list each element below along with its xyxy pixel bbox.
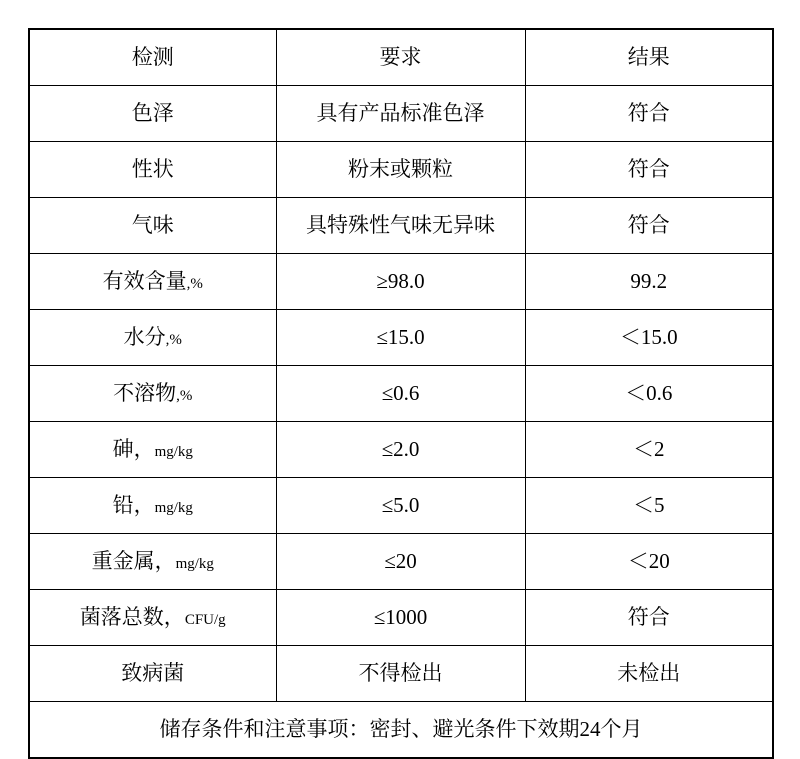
cell-item-unit: CFU/g (184, 611, 226, 628)
cell-requirement: ≤5.0 (276, 478, 525, 534)
cell-requirement: 具特殊性气味无异味 (276, 198, 525, 254)
table-row (29, 142, 773, 198)
cell-item (29, 590, 276, 646)
cell-item (29, 254, 276, 310)
cell-requirement: 粉末或颗粒 (276, 142, 525, 198)
cell-result: ＜15.0 (525, 310, 773, 366)
table-row (29, 198, 773, 254)
cell-requirement: ≥98.0 (276, 254, 525, 310)
cell-item-label: 重金属， (91, 548, 176, 573)
cell-item: 性状 (29, 142, 276, 198)
cell-item-label: 有效含量 (102, 268, 187, 293)
cell-result: 符合 (525, 590, 773, 646)
cell-item-label: 铅， (112, 492, 155, 517)
cell-item-label: 菌落总数， (79, 604, 185, 629)
cell-result: 未检出 (525, 646, 773, 702)
cell-item-unit: mg/kg (154, 443, 193, 460)
column-header-item: 检测 (29, 29, 276, 86)
cell-item-unit: ,% (165, 331, 182, 348)
cell-requirement: 不得检出 (276, 646, 525, 702)
cell-item-label: 不溶物 (113, 380, 177, 405)
cell-result: ＜5 (525, 478, 773, 534)
table-row (29, 422, 773, 478)
cell-result: 符合 (525, 198, 773, 254)
cell-result: 符合 (525, 142, 773, 198)
cell-requirement: ≤1000 (276, 590, 525, 646)
cell-item: 致病菌 (29, 646, 276, 702)
table-row (29, 366, 773, 422)
cell-result: 符合 (525, 86, 773, 142)
table-row (29, 590, 773, 646)
cell-item (29, 310, 276, 366)
cell-item-label: 水分 (123, 324, 166, 349)
table-row (29, 478, 773, 534)
table-row (29, 534, 773, 590)
cell-requirement: ≤15.0 (276, 310, 525, 366)
cell-requirement: ≤2.0 (276, 422, 525, 478)
table-row (29, 646, 773, 702)
cell-item: 气味 (29, 198, 276, 254)
cell-item-unit: ,% (176, 387, 193, 404)
specification-table (28, 28, 774, 759)
cell-result: ＜20 (525, 534, 773, 590)
cell-item: 色泽 (29, 86, 276, 142)
cell-result: ＜2 (525, 422, 773, 478)
cell-item-unit: mg/kg (175, 555, 214, 572)
cell-item (29, 478, 276, 534)
cell-item (29, 534, 276, 590)
cell-requirement: 具有产品标准色泽 (276, 86, 525, 142)
cell-item-label: 砷， (112, 436, 155, 461)
cell-result: 99.2 (525, 254, 773, 310)
table-row (29, 254, 773, 310)
table-header-row (29, 29, 773, 86)
cell-requirement: ≤0.6 (276, 366, 525, 422)
cell-item (29, 366, 276, 422)
cell-item-unit: mg/kg (154, 499, 193, 516)
table-row (29, 310, 773, 366)
cell-result: ＜0.6 (525, 366, 773, 422)
column-header-result: 结果 (525, 29, 773, 86)
cell-item (29, 422, 276, 478)
cell-item-unit: ,% (186, 275, 203, 292)
table-row (29, 86, 773, 142)
storage-note: 储存条件和注意事项：密封、避光条件下效期24个月 (29, 702, 773, 759)
column-header-requirement: 要求 (276, 29, 525, 86)
cell-requirement: ≤20 (276, 534, 525, 590)
